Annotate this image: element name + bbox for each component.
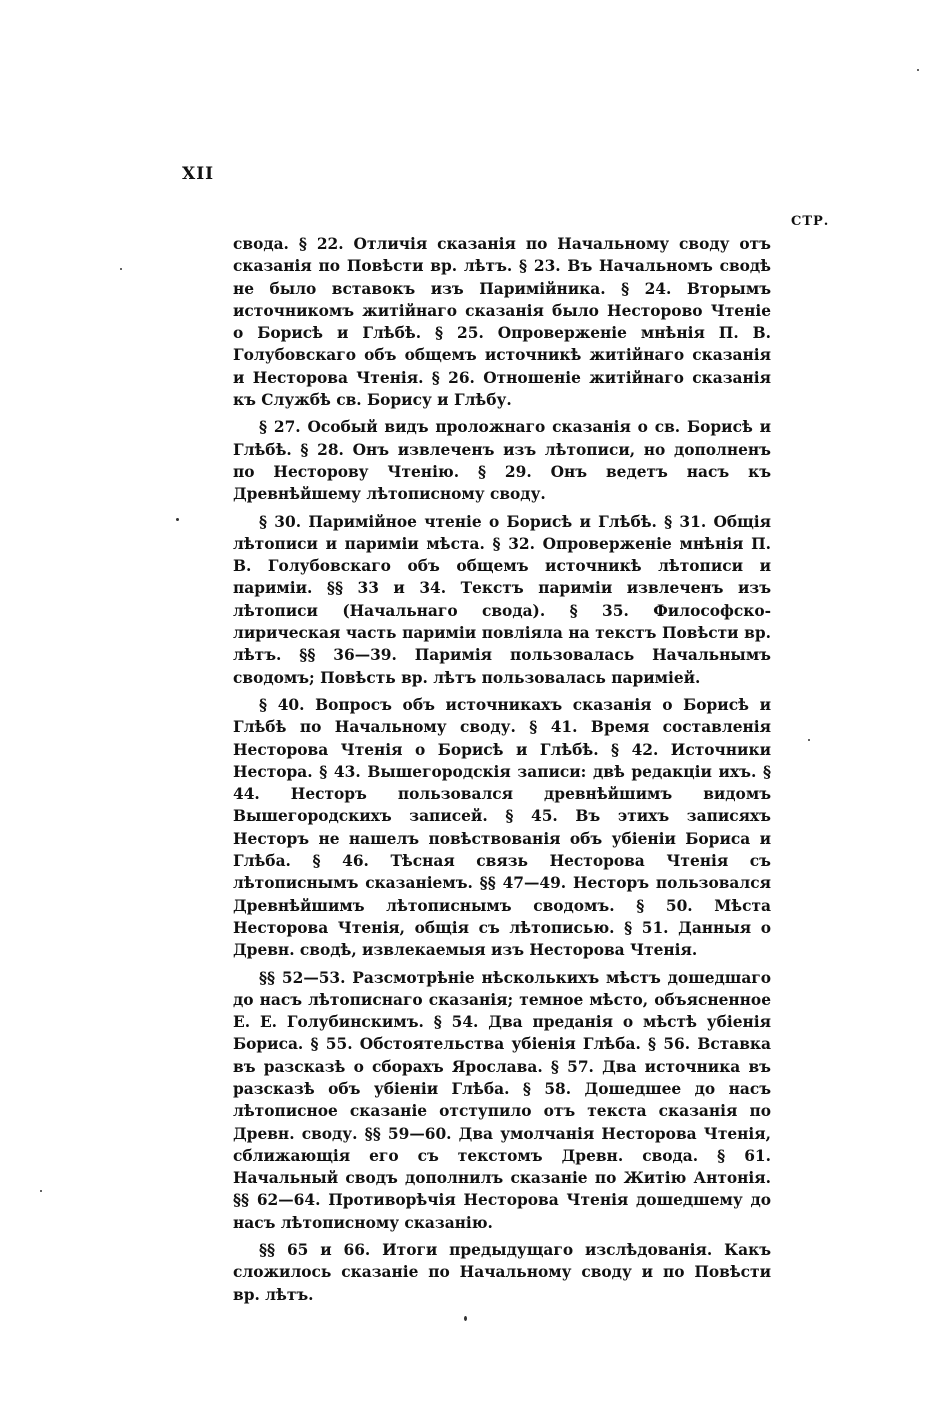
page-number: XII [182, 164, 215, 184]
scan-speck [917, 69, 919, 71]
scan-speck [176, 518, 179, 521]
page-column-label: СТР. [791, 214, 830, 229]
scan-speck [120, 268, 122, 270]
toc-paragraph-52-64: §§ 52—53. Разсмотрѣніе нѣсколькихъ мѣстъ дошедшаго до насъ лѣтописнаго сказанія; темное мѣсто, объясненное Е. Е. Голубинскимъ. § 54. Два преданія о мѣстѣ убіенія Бориса. § 55. Обстоятельства убіенія Глѣба. § 56. Вставка въ разсказѣ о сборахъ Ярослава. § 57. Два источника въ разсказѣ объ убіеніи Глѣба. § 58. Дошедшее до насъ лѣтописное сказаніе отступило отъ текста сказанія по Древн. своду. §§ 59—60. Два умолчанія Несторова Чтенія, сближающія его съ текстомъ Древн. свода. § 61. Начальный сводъ дополнилъ сказаніе по Житію Антонія. §§ 62—64. Противорѣчія Несторова Чтенія дошедшему до насъ лѣтописному сказанію. [233, 968, 771, 1232]
toc-paragraph-65-66: §§ 65 и 66. Итоги предыдущаго изслѣдованія. Какъ сложилось сказаніе по Начальному своду и по Повѣсти вр. лѣтъ. [233, 1241, 771, 1304]
scan-speck [808, 739, 810, 741]
toc-paragraph-continued: свода. § 22. Отличія сказанія по Начальному своду отъ сказанія по Повѣсти вр. лѣтъ. § 23. Въ Начальномъ сводѣ не было вставокъ изъ Паримійника. § 24. Вторымъ источникомъ житійнаго сказанія было Несторово Чтеніе о Борисѣ и Глѣбѣ. § 25. Опроверженіе мнѣнія П. В. Голубовскаго объ общемъ источникѣ житійнаго сказанія и Несторова Чтенія. § 26. Отношеніе житійнаго сказанія къ Службѣ св. Борису и Глѣбу. [233, 235, 771, 410]
scan-speck [464, 1316, 467, 1321]
toc-paragraph-40-51: § 40. Вопросъ объ источникахъ сказанія о Борисѣ и Глѣбѣ по Начальному своду. § 41. Время составленія Несторова Чтенія о Борисѣ и Глѣбѣ. § 42. Источники Нестора. § 43. Вышегородскія записи: двѣ редакціи ихъ. § 44. Несторъ пользовался древнѣйшимъ видомъ Вышегородскихъ записей. § 45. Въ этихъ записяхъ Несторъ не нашелъ повѣствованія объ убіеніи Бориса и Глѣба. § 46. Тѣсная связь Несторова Чтенія съ лѣтописнымъ сказаніемъ. §§ 47—49. Несторъ пользовался Древнѣйшимъ лѣтописнымъ сводомъ. § 50. Мѣста Несторова Чтенія, общія съ лѣтописью. § 51. Данныя о Древн. сводѣ, извлекаемыя изъ Несторова Чтенія. [233, 695, 771, 960]
scan-speck [40, 1190, 42, 1192]
toc-paragraph-27-29: § 27. Особый видъ проложнаго сказанія о св. Борисѣ и Глѣбѣ. § 28. Онъ извлеченъ изъ лѣтописи, но дополненъ по Несторову Чтенію. § 29. Онъ ведетъ насъ къ Древнѣйшему лѣтописному своду. [233, 418, 771, 504]
toc-paragraph-30-39: § 30. Паримійное чтеніе о Борисѣ и Глѣбѣ. § 31. Общія лѣтописи и паримiи мѣста. § 32. Опроверженіе мнѣнія П. В. Голубовскаго объ общемъ источникѣ лѣтописи и паримiи. §§ 33 и 34. Текстъ паримiи извлеченъ изъ лѣтописи (Начальнаго свода). § 35. Философско-лирическая часть паримiи повліяла на текстъ Повѣсти вр. лѣтъ. §§ 36—39. Паримія пользовалась Начальнымъ сводомъ; Повѣсть вр. лѣтъ пользовалась паримiей. [233, 512, 771, 687]
table-of-contents-body [233, 233, 771, 1311]
